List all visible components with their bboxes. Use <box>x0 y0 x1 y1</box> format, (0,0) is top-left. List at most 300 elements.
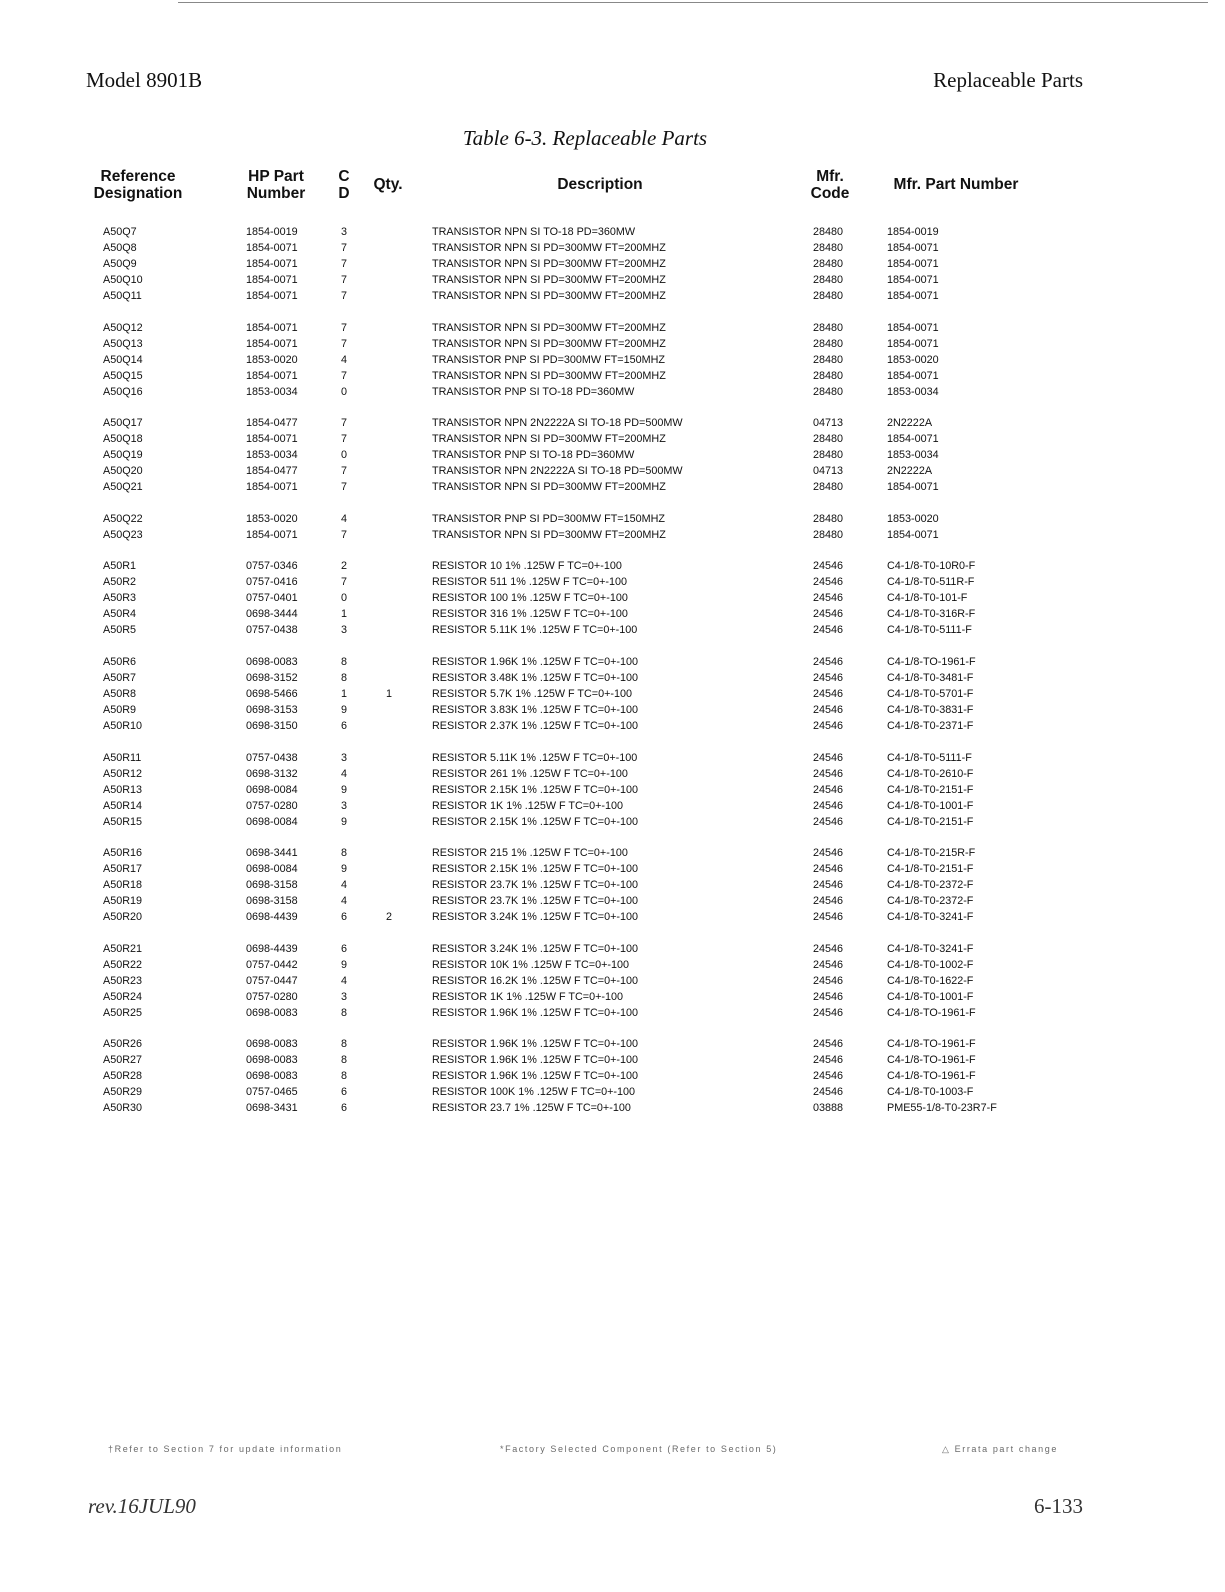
mfr-part-number-cell: 2N2222A <box>887 465 933 477</box>
mfr-code-cell: 24546 <box>813 1038 844 1050</box>
mfr-code-cell: 24546 <box>813 608 844 620</box>
description-cell: TRANSISTOR PNP SI PD=300MW FT=150MHZ <box>432 354 665 366</box>
col-hp-part-line2: Number <box>246 185 306 202</box>
section-header: Replaceable Parts <box>933 68 1083 92</box>
hp-part-number-cell: 1854-0477 <box>246 417 298 429</box>
table-row <box>0 861 1225 877</box>
reference-designation-cell: A50R2 <box>103 576 137 588</box>
mfr-code-cell: 24546 <box>813 688 844 700</box>
cd-code-cell: 1 <box>341 688 348 700</box>
reference-designation-cell: A50R16 <box>103 847 143 859</box>
mfr-part-number-cell: 1854-0071 <box>887 529 939 541</box>
reference-designation-cell: A50R27 <box>103 1054 143 1066</box>
description-cell: RESISTOR 2.15K 1% .125W F TC=0+-100 <box>432 816 639 828</box>
table-row <box>0 256 1225 272</box>
hp-part-number-cell: 0698-3431 <box>246 1102 298 1114</box>
cd-code-cell: 4 <box>341 879 348 891</box>
description-cell: TRANSISTOR NPN SI PD=300MW FT=200MHZ <box>432 529 666 541</box>
description-cell: RESISTOR 261 1% .125W F TC=0+-100 <box>432 768 628 780</box>
cd-code-cell: 9 <box>341 863 348 875</box>
reference-designation-cell: A50R13 <box>103 784 143 796</box>
table-row <box>0 431 1225 447</box>
hp-part-number-cell: 1853-0020 <box>246 354 298 366</box>
mfr-code-cell: 03888 <box>813 1102 844 1114</box>
table-row <box>0 670 1225 686</box>
reference-designation-cell: A50R26 <box>103 1038 143 1050</box>
table-row <box>0 782 1225 798</box>
mfr-part-number-cell: C4-1/8-T0-3831-F <box>887 704 974 716</box>
hp-part-number-cell: 0698-3132 <box>246 768 298 780</box>
hp-part-number-cell: 1854-0071 <box>246 433 298 445</box>
page-number: 6-133 <box>1034 1494 1083 1518</box>
table-row <box>0 989 1225 1005</box>
description-cell: RESISTOR 316 1% .125W F TC=0+-100 <box>432 608 628 620</box>
mfr-part-number-cell: C4-1/8-T0-3241-F <box>887 943 974 955</box>
mfr-part-number-cell: C4-1/8-T0-2151-F <box>887 816 974 828</box>
mfr-code-cell: 28480 <box>813 258 844 270</box>
mfr-part-number-cell: C4-1/8-T0-1622-F <box>887 975 974 987</box>
table-row <box>0 511 1225 527</box>
table-row <box>0 272 1225 288</box>
cd-code-cell: 7 <box>341 465 348 477</box>
col-reference-line1: Reference <box>100 168 176 185</box>
reference-designation-cell: A50Q18 <box>103 433 143 445</box>
hp-part-number-cell: 1854-0071 <box>246 290 298 302</box>
description-cell: RESISTOR 1.96K 1% .125W F TC=0+-100 <box>432 656 639 668</box>
mfr-code-cell: 28480 <box>813 274 844 286</box>
reference-designation-cell: A50R18 <box>103 879 143 891</box>
mfr-code-cell: 28480 <box>813 513 844 525</box>
cd-code-cell: 7 <box>341 576 348 588</box>
hp-part-number-cell: 1854-0071 <box>246 338 298 350</box>
cd-code-cell: 9 <box>341 816 348 828</box>
table-row <box>0 766 1225 782</box>
mfr-part-number-cell: C4-1/8-T0-2372-F <box>887 879 974 891</box>
hp-part-number-cell: 0757-0280 <box>246 800 298 812</box>
hp-part-number-cell: 1854-0071 <box>246 322 298 334</box>
mfr-code-cell: 04713 <box>813 465 844 477</box>
reference-designation-cell: A50Q8 <box>103 242 137 254</box>
table-row <box>0 368 1225 384</box>
mfr-part-number-cell: C4-1/8-T0-316R-F <box>887 608 976 620</box>
hp-part-number-cell: 0698-0083 <box>246 1070 298 1082</box>
mfr-part-number-cell: 1853-0034 <box>887 386 939 398</box>
col-description: Description <box>557 176 643 193</box>
reference-designation-cell: A50R24 <box>103 991 143 1003</box>
cd-code-cell: 7 <box>341 290 348 302</box>
reference-designation-cell: A50Q14 <box>103 354 143 366</box>
description-cell: RESISTOR 100K 1% .125W F TC=0+-100 <box>432 1086 636 1098</box>
hp-part-number-cell: 0698-3150 <box>246 720 298 732</box>
mfr-code-cell: 24546 <box>813 863 844 875</box>
cd-code-cell: 6 <box>341 943 348 955</box>
table-row <box>0 718 1225 734</box>
table-row <box>0 606 1225 622</box>
hp-part-number-cell: 0757-0346 <box>246 560 298 572</box>
cd-code-cell: 3 <box>341 624 348 636</box>
table-row <box>0 814 1225 830</box>
description-cell: RESISTOR 3.48K 1% .125W F TC=0+-100 <box>432 672 639 684</box>
mfr-code-cell: 24546 <box>813 576 844 588</box>
hp-part-number-cell: 0757-0280 <box>246 991 298 1003</box>
hp-part-number-cell: 0698-0084 <box>246 816 298 828</box>
mfr-part-number-cell: 1853-0020 <box>887 513 939 525</box>
table-row <box>0 893 1225 909</box>
reference-designation-cell: A50Q21 <box>103 481 143 493</box>
mfr-part-number-cell: C4-1/8-T0-2151-F <box>887 784 974 796</box>
reference-designation-cell: A50Q15 <box>103 370 143 382</box>
mfr-code-cell: 28480 <box>813 322 844 334</box>
mfr-part-number-cell: C4-1/8-T0-5111-F <box>887 624 972 636</box>
mfr-part-number-cell: C4-1/8-T0-215R-F <box>887 847 976 859</box>
hp-part-number-cell: 0698-0083 <box>246 656 298 668</box>
mfr-part-number-cell: 1854-0071 <box>887 322 939 334</box>
table-row <box>0 240 1225 256</box>
cd-code-cell: 3 <box>341 991 348 1003</box>
hp-part-number-cell: 0757-0438 <box>246 752 298 764</box>
reference-designation-cell: A50R4 <box>103 608 137 620</box>
mfr-part-number-cell: C4-1/8-T0-2371-F <box>887 720 974 732</box>
reference-designation-cell: A50R9 <box>103 704 137 716</box>
cd-code-cell: 7 <box>341 338 348 350</box>
table-row <box>0 336 1225 352</box>
cd-code-cell: 7 <box>341 481 348 493</box>
hp-part-number-cell: 0698-0083 <box>246 1007 298 1019</box>
mfr-part-number-cell: C4-1/8-T0-10R0-F <box>887 560 976 572</box>
description-cell: RESISTOR 2.15K 1% .125W F TC=0+-100 <box>432 863 639 875</box>
table-row <box>0 973 1225 989</box>
mfr-code-cell: 28480 <box>813 226 844 238</box>
description-cell: TRANSISTOR NPN SI PD=300MW FT=200MHZ <box>432 481 666 493</box>
description-cell: TRANSISTOR NPN 2N2222A SI TO-18 PD=500MW <box>432 465 683 477</box>
mfr-code-cell: 28480 <box>813 529 844 541</box>
table-row <box>0 845 1225 861</box>
description-cell: RESISTOR 3.24K 1% .125W F TC=0+-100 <box>432 943 639 955</box>
mfr-code-cell: 24546 <box>813 672 844 684</box>
cd-code-cell: 3 <box>341 752 348 764</box>
mfr-part-number-cell: 1854-0071 <box>887 274 939 286</box>
description-cell: TRANSISTOR NPN SI PD=300MW FT=200MHZ <box>432 338 666 350</box>
reference-designation-cell: A50Q20 <box>103 465 143 477</box>
reference-designation-cell: A50Q19 <box>103 449 143 461</box>
table-row <box>0 1036 1225 1052</box>
col-reference-line2: Designation <box>93 185 183 202</box>
reference-designation-cell: A50Q13 <box>103 338 143 350</box>
description-cell: TRANSISTOR NPN SI TO-18 PD=360MW <box>432 226 636 238</box>
table-row <box>0 941 1225 957</box>
cd-code-cell: 8 <box>341 1054 348 1066</box>
description-cell: RESISTOR 23.7 1% .125W F TC=0+-100 <box>432 1102 631 1114</box>
description-cell: TRANSISTOR NPN SI PD=300MW FT=200MHZ <box>432 258 666 270</box>
reference-designation-cell: A50R25 <box>103 1007 143 1019</box>
hp-part-number-cell: 1853-0034 <box>246 386 298 398</box>
mfr-part-number-cell: 1854-0071 <box>887 338 939 350</box>
description-cell: RESISTOR 16.2K 1% .125W F TC=0+-100 <box>432 975 639 987</box>
description-cell: TRANSISTOR NPN SI PD=300MW FT=200MHZ <box>432 370 666 382</box>
table-row <box>0 463 1225 479</box>
hp-part-number-cell: 1854-0071 <box>246 529 298 541</box>
cd-code-cell: 6 <box>341 911 348 923</box>
description-cell: TRANSISTOR NPN SI PD=300MW FT=200MHZ <box>432 242 666 254</box>
table-row <box>0 1084 1225 1100</box>
mfr-code-cell: 28480 <box>813 338 844 350</box>
hp-part-number-cell: 1854-0019 <box>246 226 298 238</box>
mfr-code-cell: 24546 <box>813 560 844 572</box>
cd-code-cell: 6 <box>341 1086 348 1098</box>
mfr-code-cell: 24546 <box>813 991 844 1003</box>
table-row <box>0 1005 1225 1021</box>
table-row <box>0 909 1225 925</box>
reference-designation-cell: A50Q12 <box>103 322 143 334</box>
mfr-code-cell: 24546 <box>813 911 844 923</box>
table-title: Table 6-3. Replaceable Parts <box>462 126 708 150</box>
table-row <box>0 702 1225 718</box>
table-row <box>0 447 1225 463</box>
mfr-code-cell: 24546 <box>813 656 844 668</box>
mfr-part-number-cell: 1854-0071 <box>887 433 939 445</box>
mfr-code-cell: 24546 <box>813 816 844 828</box>
description-cell: RESISTOR 511 1% .125W F TC=0+-100 <box>432 576 628 588</box>
table-row <box>0 224 1225 240</box>
mfr-part-number-cell: PME55-1/8-T0-23R7-F <box>887 1102 997 1114</box>
hp-part-number-cell: 1854-0477 <box>246 465 298 477</box>
reference-designation-cell: A50Q7 <box>103 226 137 238</box>
hp-part-number-cell: 1854-0071 <box>246 370 298 382</box>
hp-part-number-cell: 1854-0071 <box>246 274 298 286</box>
mfr-code-cell: 24546 <box>813 720 844 732</box>
hp-part-number-cell: 0698-3158 <box>246 895 298 907</box>
mfr-code-cell: 24546 <box>813 624 844 636</box>
cd-code-cell: 7 <box>341 417 348 429</box>
reference-designation-cell: A50R14 <box>103 800 143 812</box>
footnote-update-info: †Refer to Section 7 for update information <box>108 1444 343 1454</box>
cd-code-cell: 7 <box>341 274 348 286</box>
mfr-part-number-cell: C4-1/8-TO-1961-F <box>887 1038 976 1050</box>
hp-part-number-cell: 0698-5466 <box>246 688 298 700</box>
reference-designation-cell: A50Q11 <box>103 290 142 302</box>
hp-part-number-cell: 0757-0438 <box>246 624 298 636</box>
reference-designation-cell: A50Q9 <box>103 258 137 270</box>
reference-designation-cell: A50R10 <box>103 720 143 732</box>
description-cell: RESISTOR 5.11K 1% .125W F TC=0+-100 <box>432 624 638 636</box>
hp-part-number-cell: 0757-0416 <box>246 576 298 588</box>
table-row <box>0 622 1225 638</box>
mfr-code-cell: 24546 <box>813 879 844 891</box>
mfr-part-number-cell: C4-1/8-TO-1961-F <box>887 1007 976 1019</box>
hp-part-number-cell: 0698-3444 <box>246 608 298 620</box>
description-cell: RESISTOR 100 1% .125W F TC=0+-100 <box>432 592 628 604</box>
reference-designation-cell: A50R21 <box>103 943 143 955</box>
cd-code-cell: 6 <box>341 1102 348 1114</box>
description-cell: TRANSISTOR NPN SI PD=300MW FT=200MHZ <box>432 274 666 286</box>
col-cd-line2: D <box>338 185 350 202</box>
mfr-code-cell: 24546 <box>813 943 844 955</box>
mfr-part-number-cell: C4-1/8-T0-2610-F <box>887 768 974 780</box>
hp-part-number-cell: 1853-0034 <box>246 449 298 461</box>
mfr-part-number-cell: C4-1/8-T0-1001-F <box>887 991 974 1003</box>
reference-designation-cell: A50R29 <box>103 1086 143 1098</box>
description-cell: RESISTOR 1.96K 1% .125W F TC=0+-100 <box>432 1007 639 1019</box>
hp-part-number-cell: 0698-0084 <box>246 784 298 796</box>
mfr-part-number-cell: 1854-0071 <box>887 290 939 302</box>
description-cell: RESISTOR 2.15K 1% .125W F TC=0+-100 <box>432 784 639 796</box>
table-row <box>0 320 1225 336</box>
reference-designation-cell: A50Q22 <box>103 513 143 525</box>
mfr-code-cell: 24546 <box>813 959 844 971</box>
table-row <box>0 1068 1225 1084</box>
reference-designation-cell: A50Q10 <box>103 274 143 286</box>
mfr-part-number-cell: C4-1/8-T0-2151-F <box>887 863 974 875</box>
mfr-part-number-cell: C4-1/8-T0-5111-F <box>887 752 972 764</box>
table-row <box>0 1100 1225 1116</box>
description-cell: RESISTOR 10 1% .125W F TC=0+-100 <box>432 560 622 572</box>
table-row <box>0 654 1225 670</box>
hp-part-number-cell: 0698-3158 <box>246 879 298 891</box>
mfr-code-cell: 04713 <box>813 417 844 429</box>
quantity-cell: 2 <box>386 911 393 923</box>
description-cell: RESISTOR 2.37K 1% .125W F TC=0+-100 <box>432 720 639 732</box>
description-cell: RESISTOR 23.7K 1% .125W F TC=0+-100 <box>432 895 639 907</box>
reference-designation-cell: A50R6 <box>103 656 137 668</box>
description-cell: TRANSISTOR NPN SI PD=300MW FT=200MHZ <box>432 322 666 334</box>
quantity-cell: 1 <box>386 688 393 700</box>
description-cell: TRANSISTOR PNP SI PD=300MW FT=150MHZ <box>432 513 665 525</box>
reference-designation-cell: A50R11 <box>103 752 142 764</box>
cd-code-cell: 7 <box>341 529 348 541</box>
reference-designation-cell: A50Q17 <box>103 417 143 429</box>
cd-code-cell: 2 <box>341 560 348 572</box>
mfr-part-number-cell: 1853-0034 <box>887 449 939 461</box>
hp-part-number-cell: 1854-0071 <box>246 258 298 270</box>
cd-code-cell: 8 <box>341 1070 348 1082</box>
mfr-code-cell: 28480 <box>813 354 844 366</box>
description-cell: RESISTOR 215 1% .125W F TC=0+-100 <box>432 847 628 859</box>
table-row <box>0 288 1225 304</box>
reference-designation-cell: A50R15 <box>103 816 143 828</box>
hp-part-number-cell: 0698-4439 <box>246 943 298 955</box>
reference-designation-cell: A50R17 <box>103 863 143 875</box>
reference-designation-cell: A50R5 <box>103 624 137 636</box>
reference-designation-cell: A50R1 <box>103 560 137 572</box>
description-cell: RESISTOR 1.96K 1% .125W F TC=0+-100 <box>432 1038 639 1050</box>
model-header: Model 8901B <box>86 68 203 92</box>
table-row <box>0 558 1225 574</box>
hp-part-number-cell: 0757-0447 <box>246 975 298 987</box>
description-cell: RESISTOR 10K 1% .125W F TC=0+-100 <box>432 959 630 971</box>
cd-code-cell: 4 <box>341 895 348 907</box>
reference-designation-cell: A50R3 <box>103 592 137 604</box>
hp-part-number-cell: 0757-0442 <box>246 959 298 971</box>
reference-designation-cell: A50R22 <box>103 959 143 971</box>
reference-designation-cell: A50R30 <box>103 1102 143 1114</box>
mfr-code-cell: 24546 <box>813 975 844 987</box>
mfr-code-cell: 24546 <box>813 1054 844 1066</box>
reference-designation-cell: A50Q23 <box>103 529 143 541</box>
cd-code-cell: 0 <box>341 386 348 398</box>
mfr-code-cell: 28480 <box>813 433 844 445</box>
table-row <box>0 1052 1225 1068</box>
cd-code-cell: 9 <box>341 959 348 971</box>
table-row <box>0 877 1225 893</box>
hp-part-number-cell: 0698-3152 <box>246 672 298 684</box>
mfr-part-number-cell: C4-1/8-T0-101-F <box>887 592 968 604</box>
mfr-code-cell: 24546 <box>813 1070 844 1082</box>
table-row <box>0 574 1225 590</box>
mfr-code-cell: 24546 <box>813 800 844 812</box>
mfr-code-cell: 24546 <box>813 768 844 780</box>
cd-code-cell: 4 <box>341 513 348 525</box>
mfr-part-number-cell: C4-1/8-TO-1961-F <box>887 656 976 668</box>
table-row <box>0 384 1225 400</box>
cd-code-cell: 7 <box>341 242 348 254</box>
cd-code-cell: 8 <box>341 672 348 684</box>
description-cell: TRANSISTOR NPN SI PD=300MW FT=200MHZ <box>432 290 666 302</box>
hp-part-number-cell: 1853-0020 <box>246 513 298 525</box>
hp-part-number-cell: 0698-0083 <box>246 1054 298 1066</box>
cd-code-cell: 4 <box>341 354 348 366</box>
mfr-part-number-cell: C4-1/8-T0-3241-F <box>887 911 974 923</box>
mfr-part-number-cell: C4-1/8-T0-2372-F <box>887 895 974 907</box>
description-cell: TRANSISTOR PNP SI TO-18 PD=360MW <box>432 449 635 461</box>
mfr-code-cell: 24546 <box>813 592 844 604</box>
mfr-part-number-cell: 1854-0019 <box>887 226 939 238</box>
reference-designation-cell: A50R7 <box>103 672 137 684</box>
table-row <box>0 415 1225 431</box>
description-cell: RESISTOR 5.11K 1% .125W F TC=0+-100 <box>432 752 638 764</box>
mfr-code-cell: 28480 <box>813 370 844 382</box>
hp-part-number-cell: 0698-3153 <box>246 704 298 716</box>
revision-date: rev.16JUL90 <box>88 1494 196 1518</box>
reference-designation-cell: A50R19 <box>103 895 143 907</box>
description-cell: TRANSISTOR NPN SI PD=300MW FT=200MHZ <box>432 433 666 445</box>
cd-code-cell: 8 <box>341 1038 348 1050</box>
hp-part-number-cell: 1854-0071 <box>246 242 298 254</box>
cd-code-cell: 9 <box>341 704 348 716</box>
cd-code-cell: 3 <box>341 226 348 238</box>
cd-code-cell: 7 <box>341 322 348 334</box>
hp-part-number-cell: 0757-0401 <box>246 592 298 604</box>
mfr-part-number-cell: 1854-0071 <box>887 481 939 493</box>
table-row <box>0 686 1225 702</box>
mfr-part-number-cell: C4-1/8-T0-5701-F <box>887 688 974 700</box>
reference-designation-cell: A50Q16 <box>103 386 143 398</box>
description-cell: RESISTOR 1K 1% .125W F TC=0+-100 <box>432 991 624 1003</box>
mfr-part-number-cell: C4-1/8-T0-1002-F <box>887 959 974 971</box>
description-cell: RESISTOR 3.83K 1% .125W F TC=0+-100 <box>432 704 639 716</box>
cd-code-cell: 0 <box>341 592 348 604</box>
cd-code-cell: 6 <box>341 720 348 732</box>
mfr-part-number-cell: 1854-0071 <box>887 370 939 382</box>
reference-designation-cell: A50R20 <box>103 911 143 923</box>
mfr-code-cell: 28480 <box>813 449 844 461</box>
col-mfr-code-line1: Mfr. <box>816 168 844 185</box>
mfr-part-number-cell: C4-1/8-T0-511R-F <box>887 576 975 588</box>
description-cell: RESISTOR 23.7K 1% .125W F TC=0+-100 <box>432 879 639 891</box>
table-row <box>0 798 1225 814</box>
hp-part-number-cell: 0698-4439 <box>246 911 298 923</box>
col-cd-line1: C <box>338 168 350 185</box>
description-cell: RESISTOR 1.96K 1% .125W F TC=0+-100 <box>432 1054 639 1066</box>
reference-designation-cell: A50R23 <box>103 975 143 987</box>
mfr-code-cell: 28480 <box>813 242 844 254</box>
cd-code-cell: 1 <box>341 608 348 620</box>
hp-part-number-cell: 1854-0071 <box>246 481 298 493</box>
table-row <box>0 750 1225 766</box>
mfr-part-number-cell: C4-1/8-TO-1961-F <box>887 1070 976 1082</box>
hp-part-number-cell: 0698-0084 <box>246 863 298 875</box>
table-row <box>0 957 1225 973</box>
cd-code-cell: 8 <box>341 847 348 859</box>
